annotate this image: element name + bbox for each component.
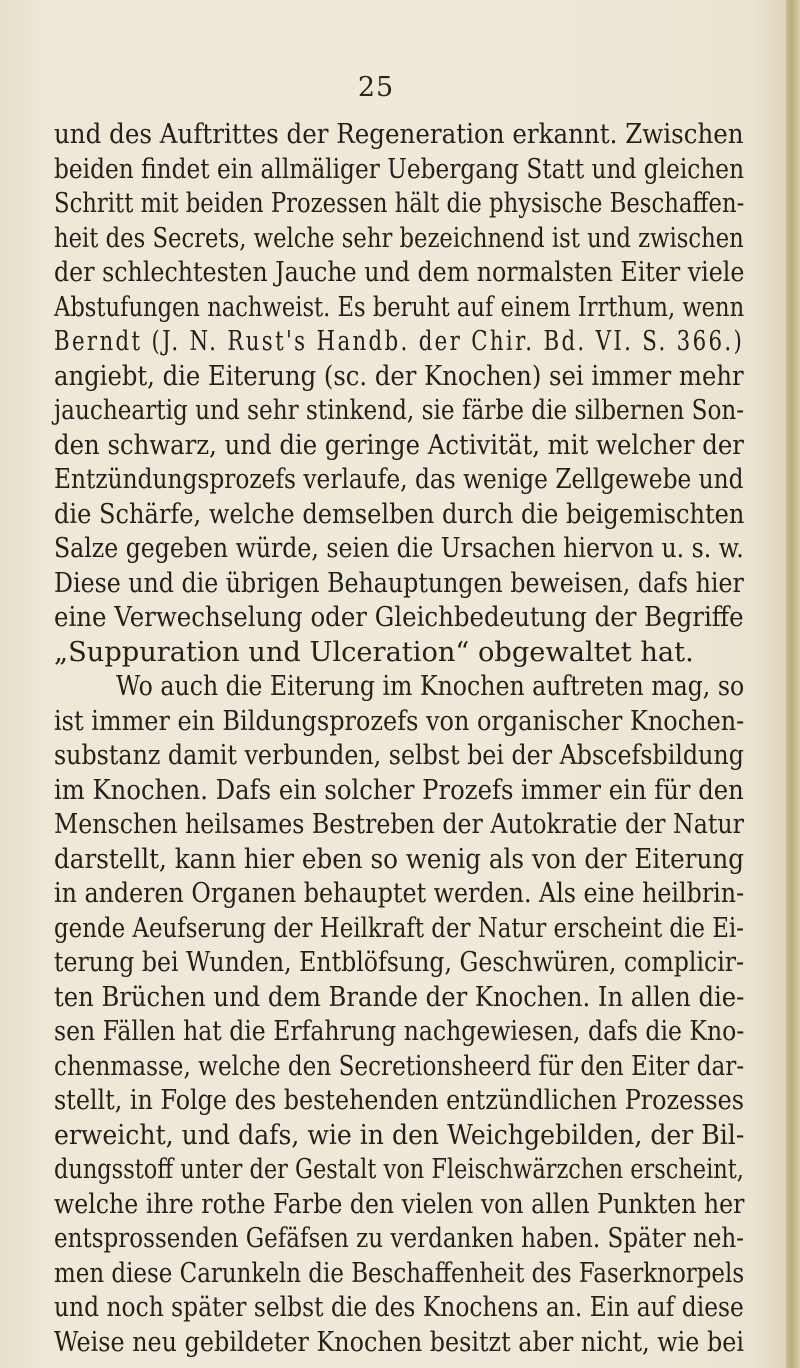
text-line: Schritt mit beiden Prozessen hält die physische Beschaffen- (54, 187, 745, 219)
text-line: Abstufungen nachweist. Es beruht auf einem Irrthum, wenn (54, 291, 745, 323)
text-line: den schwarz, und die geringe Activität, mit welcher der (54, 429, 744, 461)
text-line: dungsstoff unter der Gestalt von Fleischwärzchen erscheint, (54, 1153, 744, 1185)
text-line: Weise neu gebildeter Knochen besitzt aber nicht, wie bei (54, 1326, 744, 1358)
text-line: und noch später selbst die des Knochens an. Ein auf diese (54, 1291, 744, 1323)
text-line: stellt, in Folge des bestehenden entzündlichen Prozesses (54, 1084, 744, 1116)
text-line: darstellt, kann hier eben so wenig als von der Eiterung (54, 843, 744, 875)
text-line: Diese und die übrigen Behauptungen beweisen, dafs hier (54, 567, 744, 599)
page-binding-edge (786, 0, 800, 1368)
text-line: entsprossenden Gefäfsen zu verdanken haben. Später neh- (54, 1222, 745, 1254)
text-line: chenmasse, welche den Secretionsheerd für den Eiter dar- (54, 1050, 745, 1082)
text-line: gende Aeufserung der Heilkraft der Natur erscheint die Ei- (54, 912, 744, 944)
text-line: die Schärfe, welche demselben durch die beigemischten (54, 498, 745, 530)
text-line: erweicht, und dafs, wie in den Weichgebilden, der Bil- (54, 1119, 745, 1151)
text-line: in anderen Organen behauptet werden. Als eine heilbrin- (54, 877, 745, 909)
text-line: substanz damit verbunden, selbst bei der Abscefsbildung (54, 739, 744, 771)
text-line: Salze gegeben würde, seien die Ursachen hiervon u. s. w. (54, 532, 744, 564)
text-line: Entzündungsprozefs verlaufe, das wenige Zellgewebe und (54, 463, 744, 495)
text-line: welche ihre rothe Farbe den vielen von allen Punkten her (54, 1188, 745, 1220)
text-line: und des Auftrittes der Regeneration erkannt. Zwischen (54, 118, 744, 150)
text-line: „Suppuration und Ulceration“ obgewaltet hat. (54, 636, 694, 668)
text-line: im Knochen. Dafs ein solcher Prozefs immer ein für den (54, 774, 744, 806)
text-line: Berndt (J. N. Rust's Handb. der Chir. Bd. VI. S. 366.) (54, 325, 745, 357)
text-line: jaucheartig und sehr stinkend, sie färbe die silbernen Son- (54, 394, 745, 426)
text-line: Wo auch die Eiterung im Knochen auftreten mag, so (116, 670, 745, 702)
page-number: 25 (357, 72, 395, 103)
text-line: Menschen heilsames Bestreben der Autokratie der Natur (54, 808, 744, 840)
text-line: beiden findet ein allmäliger Uebergang Statt und gleichen (54, 153, 745, 185)
text-line: ist immer ein Bildungsprozefs von organischer Knochen- (54, 705, 745, 737)
text-line: ten Brüchen und dem Brande der Knochen. In allen die- (54, 981, 745, 1013)
text-line: angiebt, die Eiterung (sc. der Knochen) sei immer mehr (54, 360, 744, 392)
text-line: men diese Carunkeln die Beschaffenheit des Faserknorpels (54, 1257, 745, 1289)
text-line: terung bei Wunden, Entblöfsung, Geschwüren, complicir- (54, 946, 745, 978)
text-line: eine Verwechselung oder Gleichbedeutung der Begriffe (54, 601, 744, 633)
text-line: sen Fällen hat die Erfahrung nachgewiesen, dafs die Kno- (54, 1015, 745, 1047)
text-line: heit des Secrets, welche sehr bezeichnend ist und zwischen (54, 222, 744, 254)
text-line: der schlechtesten Jauche und dem normalsten Eiter viele (54, 256, 745, 288)
